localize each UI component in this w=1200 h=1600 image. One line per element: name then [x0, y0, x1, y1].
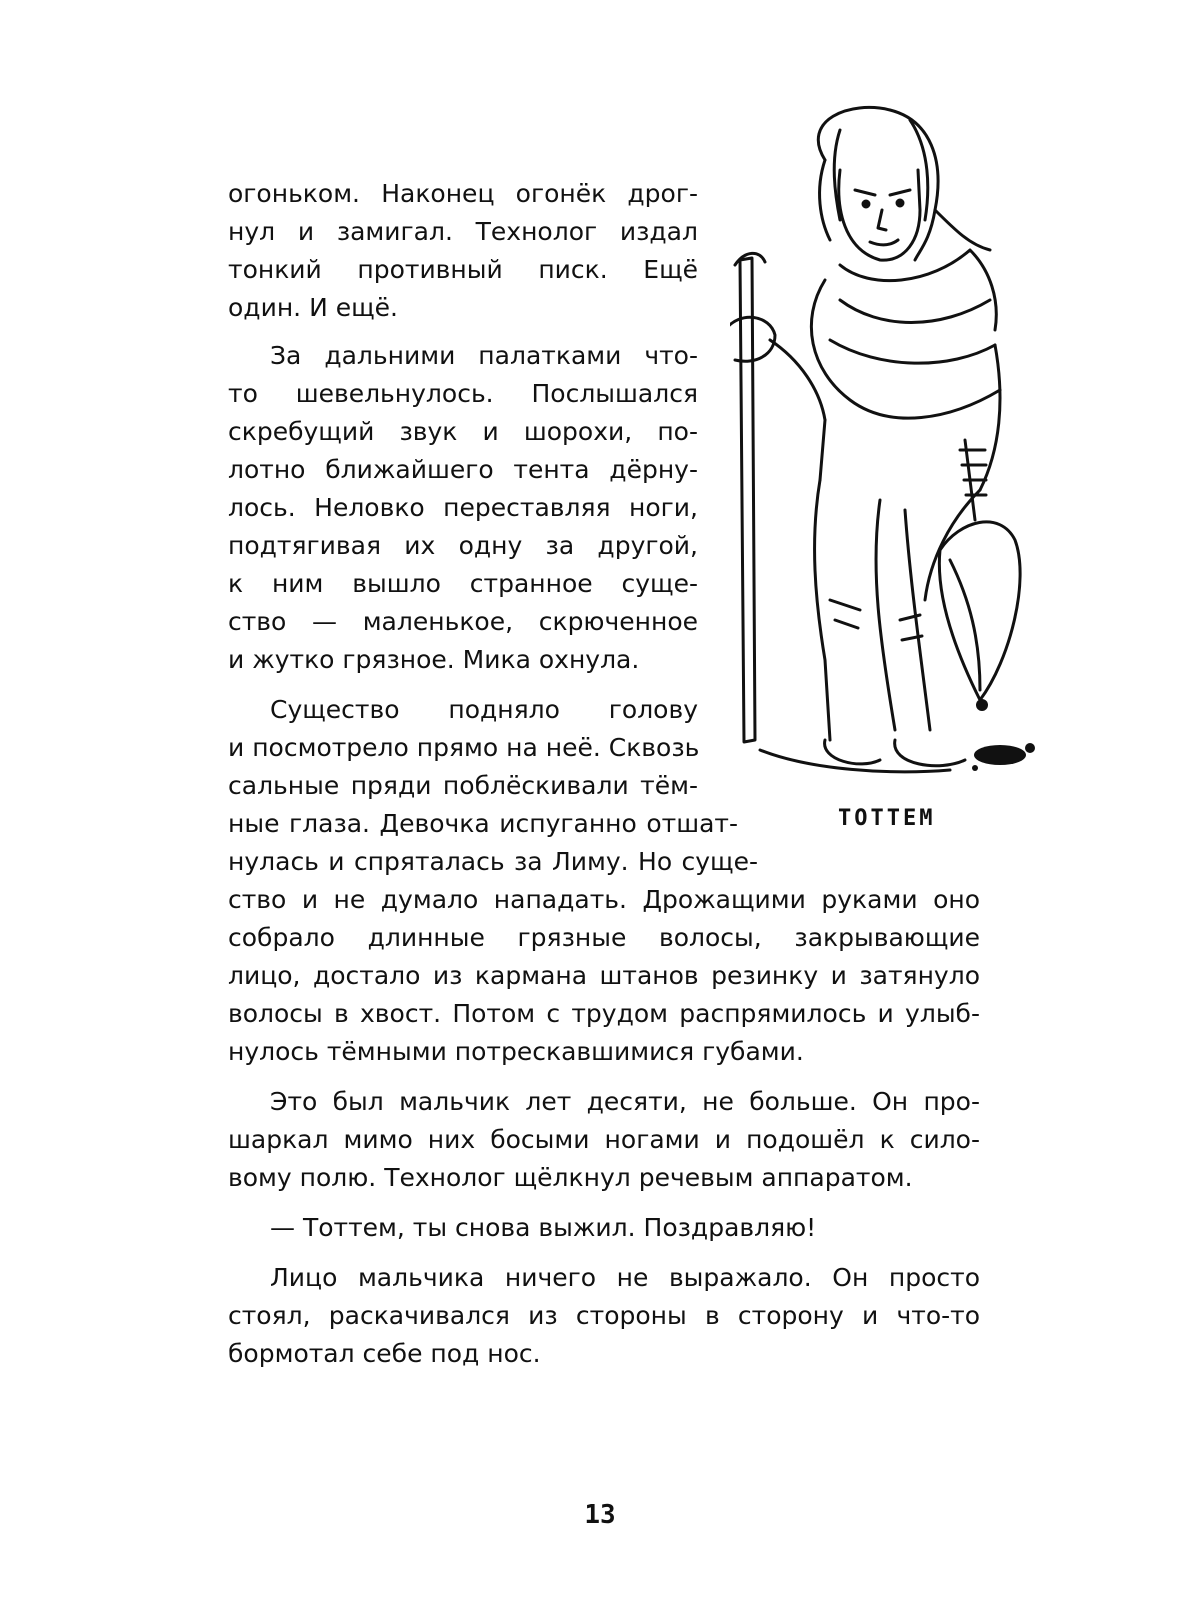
text-line: Это был мальчик лет десяти, не больше. Он про-	[270, 1087, 980, 1116]
text-line: нул и замигал. Технолог издал	[228, 217, 698, 246]
text-line: сальные пряди поблёскивали тём-	[228, 771, 698, 800]
text-line: За дальними палатками что-	[270, 341, 698, 370]
text-line: скребущий звук и шорохи, по-	[228, 417, 698, 446]
text-line: нулось тёмными потрескавшимися губами.	[228, 1037, 804, 1066]
text-line: бормотал себе под нос.	[228, 1339, 541, 1368]
page-number: 13	[584, 1500, 616, 1530]
text-line: — Тоттем, ты снова выжил. Поздравляю!	[270, 1213, 817, 1242]
text-line: Лицо мальчика ничего не выражало. Он просто	[270, 1263, 980, 1292]
text-line: лотно ближайшего тента дёрну-	[228, 455, 698, 484]
text-line: ные глаза. Девочка испуганно отшат-	[228, 809, 738, 838]
text-line: вому полю. Технолог щёлкнул речевым аппаратом.	[228, 1163, 913, 1192]
text-line: огоньком. Наконец огонёк дрог-	[228, 179, 698, 208]
text-line: лицо, достало из кармана штанов резинку и затянуло	[228, 961, 980, 990]
text-line: нулась и спряталась за Лиму. Но суще-	[228, 847, 758, 876]
illustration-caption: ТОТТЕМ	[838, 806, 936, 831]
text-line: ство и не думало нападать. Дрожащими руками оно	[228, 885, 980, 914]
text-line: собрало длинные грязные волосы, закрывающие	[228, 923, 980, 952]
text-line: и жутко грязное. Мика охнула.	[228, 645, 640, 674]
text-line: один. И ещё.	[228, 293, 398, 322]
text-line: Существо подняло голову	[270, 695, 698, 724]
text-line: лось. Неловко переставляя ноги,	[228, 493, 698, 522]
text-line: ство — маленькое, скрюченное	[228, 607, 698, 636]
text-line: тонкий противный писк. Ещё	[228, 255, 698, 284]
text-line: волосы в хвост. Потом с трудом распрямилось и улыб-	[228, 999, 980, 1028]
text-line: шаркал мимо них босыми ногами и подошёл к сило-	[228, 1125, 980, 1154]
text-line: то шевельнулось. Послышался	[228, 379, 698, 408]
character-illustration	[730, 100, 1050, 790]
text-line: подтягивая их одну за другой,	[228, 531, 698, 560]
text-line: и посмотрело прямо на неё. Сквозь	[228, 733, 700, 762]
text-line: к ним вышло странное суще-	[228, 569, 698, 598]
text-line: стоял, раскачивался из стороны в сторону и что-то	[228, 1301, 980, 1330]
